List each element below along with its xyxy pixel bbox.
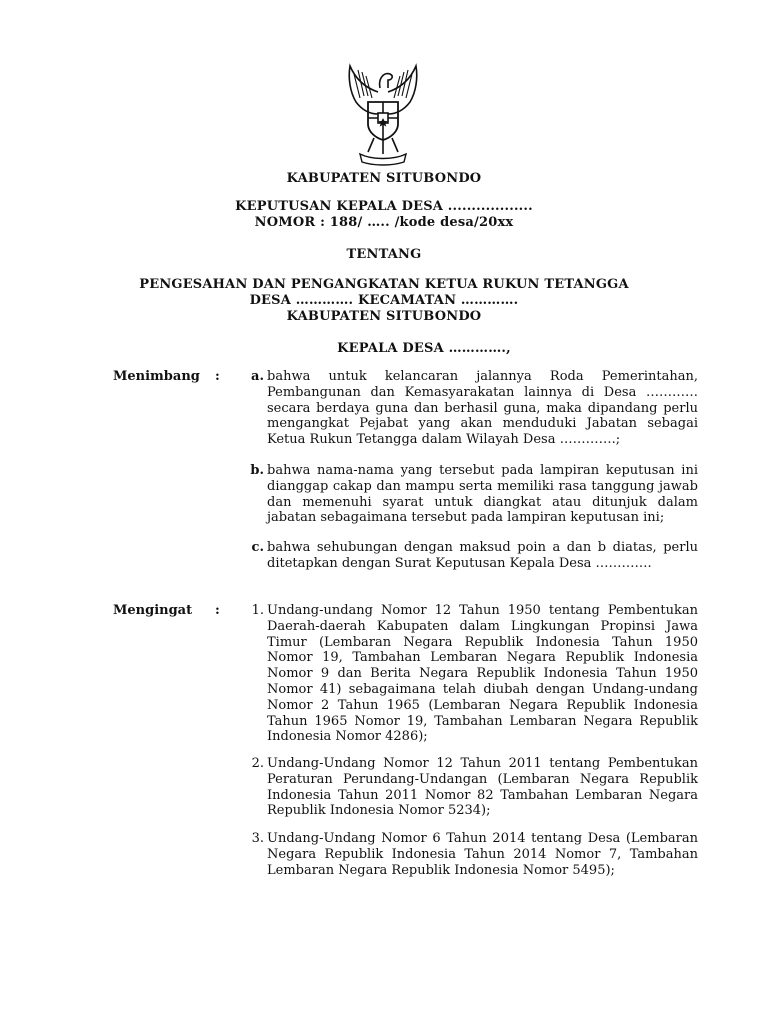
item-marker: 3. <box>251 831 264 846</box>
item-marker: 2. <box>251 756 264 771</box>
about-heading: TENTANG <box>346 247 422 262</box>
menimbang-item <box>228 369 698 448</box>
menimbang-label: Menimbang <box>113 369 200 384</box>
menimbang-item <box>228 463 698 526</box>
mengingat-colon: : <box>215 603 220 618</box>
menimbang-item <box>228 540 698 572</box>
item-marker: 1. <box>251 603 264 618</box>
official-heading: KEPALA DESA …………., <box>337 341 511 356</box>
mengingat-label: Mengingat <box>113 603 193 618</box>
subject-line-2: DESA …………. KECAMATAN …………. <box>249 293 519 308</box>
item-text: Undang-Undang Nomor 12 Tahun 2011 tentang Pembentukan Peraturan Perundang-Undangan (Lembaran Negara Republik Indonesia Tahun 2011 Nomor 82 Tambahan Lembaran Negara Republik Indonesia Nomor 5234); <box>267 756 698 819</box>
regency-heading: KABUPATEN SITUBONDO <box>286 171 482 186</box>
item-marker: c. <box>251 540 264 555</box>
menimbang-colon: : <box>215 369 220 384</box>
decree-number: NOMOR : 188/ ….. /kode desa/20xx <box>254 215 514 230</box>
item-text: bahwa sehubungan dengan maksud poin a dan b diatas, perlu ditetapkan dengan Surat Keputusan Kepala Desa …………. <box>267 540 698 571</box>
subject-line-3: KABUPATEN SITUBONDO <box>286 309 482 324</box>
item-text: bahwa nama-nama yang tersebut pada lampiran keputusan ini dianggap cakap dan mampu serta memiliki rasa tanggung jawab dan memenuhi syarat untuk diangkat atau ditunjuk dalam jabatan sebagaimana tersebut pada lampiran keputusan ini; <box>267 463 698 526</box>
item-text: Undang-Undang Nomor 6 Tahun 2014 tentang Desa (Lembaran Negara Republik Indonesia Tahun 2014 Nomor 7, Tambahan Lembaran Negara Republik Indonesia Nomor 5495); <box>267 831 698 878</box>
mengingat-item <box>228 831 698 878</box>
item-marker: b. <box>250 463 264 478</box>
item-text: bahwa untuk kelancaran jalannya Roda Pemerintahan, Pembangunan dan Kemasyarakatan lainnya di Desa ………… secara berdaya guna dan berhasil guna, maka dipandang perlu mengangkat Pejabat yang akan menduduki Jabatan sebagai Ketua Rukun Tetangga dalam Wilayah Desa ………….; <box>267 369 698 448</box>
decree-title: KEPUTUSAN KEPALA DESA .................. <box>235 199 533 214</box>
mengingat-item <box>228 603 698 745</box>
mengingat-item <box>228 756 698 819</box>
garuda-pancasila-emblem-icon <box>338 58 428 168</box>
item-text: Undang-undang Nomor 12 Tahun 1950 tentang Pembentukan Daerah-daerah Kabupaten dalam Lingkungan Propinsi Jawa Timur (Lembaran Negara Republik Indonesia Tahun 1950 Nomor 19, Tambahan Lembaran Negara Republik Indonesia Nomor 9 dan Berita Negara Republik Indonesia Tahun 1950 Nomor 41) sebagaimana telah diubah dengan Undang-undang Nomor 2 Tahun 1965 (Lembaran Negara Republik Indonesia Tahun 1965 Nomor 19, Tambahan Lembaran Negara Republik Indonesia Nomor 4286); <box>267 603 698 745</box>
subject-line-1: PENGESAHAN DAN PENGANGKATAN KETUA RUKUN TETANGGA <box>139 277 629 292</box>
item-marker: a. <box>251 369 264 384</box>
